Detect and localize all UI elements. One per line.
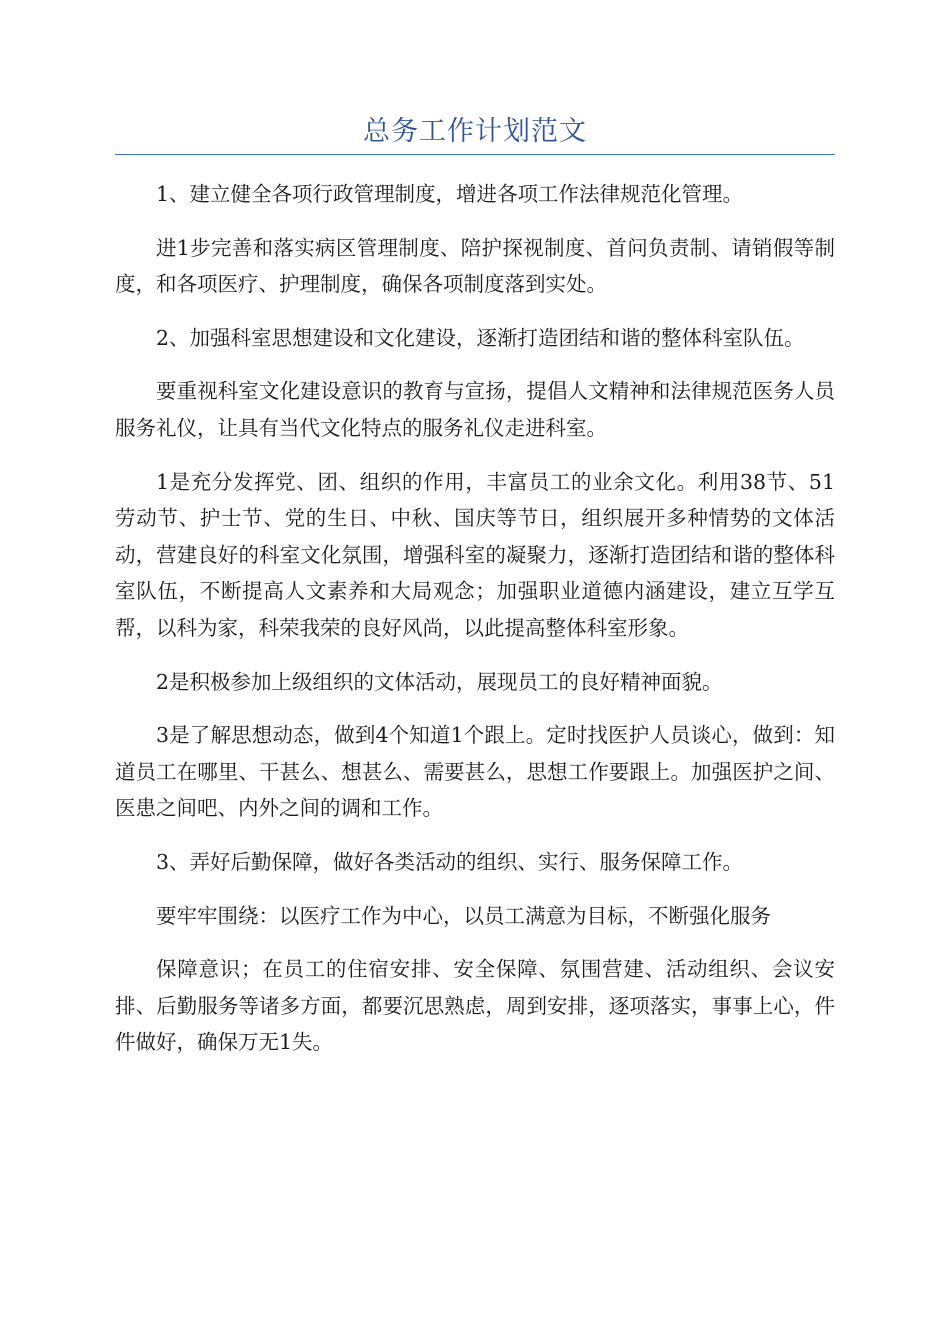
paragraph: 2是积极参加上级组织的文体活动，展现员工的良好精神面貌。 xyxy=(156,669,723,694)
title-underline xyxy=(115,154,835,155)
document-title: 总务工作计划范文 xyxy=(363,116,587,147)
paragraph: 2、加强科室思想建设和文化建设，逐渐打造团结和谐的整体科室队伍。 xyxy=(156,325,805,350)
paragraph: 3是了解思想动态，做到4个知道1个跟上。定时找医护人员谈心，做到：知道员工在哪里、干甚么、想甚么、需要甚么，思想工作要跟上。加强医护之间、医患之间吧、内外之间的调和工作。 xyxy=(115,723,835,821)
paragraph: 要牢牢围绕：以医疗工作为中心，以员工满意为目标，不断强化服务 xyxy=(156,903,771,928)
paragraph: 要重视科室文化建设意识的教育与宣扬，提倡人文精神和法律规范医务人员服务礼仪，让具有当代文化特点的服务礼仪走进科室。 xyxy=(115,379,835,440)
paragraph: 1是充分发挥党、团、组织的作用，丰富员工的业余文化。利用38节、51劳动节、护士节、党的生日、中秋、国庆等节日，组织展开多种情势的文体活动，营建良好的科室文化氛围，增强科室的凝聚力，逐渐打造团结和谐的整体科室队伍，不断提高人文素养和大局观念；加强职业道德内涵建设，建立互学互帮，以科为家，科荣我荣的良好风尚，以此提高整体科室形象。 xyxy=(115,469,835,640)
paragraph: 1、建立健全各项行政管理制度，增进各项工作法律规范化管理。 xyxy=(156,182,744,206)
paragraph: 保障意识；在员工的住宿安排、安全保障、氛围营建、活动组织、会议安排、后勤服务等诸多方面，都要沉思熟虑，周到安排，逐项落实，事事上心，件件做好，确保万无1失。 xyxy=(115,957,835,1055)
paragraph: 3、弄好后勤保障，做好各类活动的组织、实行、服务保障工作。 xyxy=(156,849,744,874)
document-body xyxy=(115,176,835,1078)
paragraph: 进1步完善和落实病区管理制度、陪护探视制度、首问负责制、请销假等制度，和各项医疗、护理制度，确保各项制度落到实处。 xyxy=(115,235,835,297)
